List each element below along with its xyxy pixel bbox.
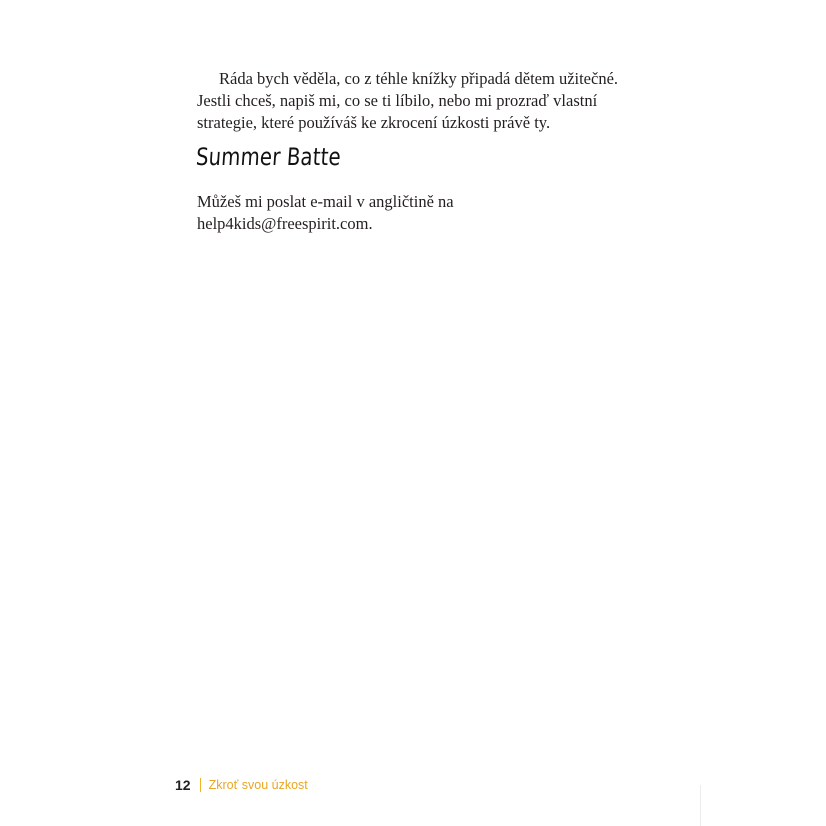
contact-email: help4kids@freespirit.com. [197, 214, 373, 233]
contact-paragraph-text [197, 191, 657, 235]
contact-line-1: Můžeš mi poslat e-mail v angličtině na [197, 192, 454, 211]
intro-line-2: Jestli chceš, napiš mi, co se ti líbilo, nebo mi prozraď vlastní [197, 91, 598, 110]
author-signature: Summer Batte [195, 143, 342, 171]
page-footer [175, 775, 308, 795]
intro-line-3: strategie, které používáš ke zkrocení úzkosti právě ty. [197, 113, 551, 132]
contact-paragraph [197, 191, 657, 235]
intro-line-1: Ráda bych věděla, co z téhle knížky připadá dětem užitečné. [219, 69, 619, 88]
footer-divider [200, 778, 201, 792]
page-number: 12 [175, 777, 191, 793]
page-edge-line [700, 785, 701, 826]
intro-paragraph [197, 68, 657, 134]
running-title: Zkroť svou úzkost [208, 778, 308, 792]
intro-paragraph-text [197, 68, 657, 134]
